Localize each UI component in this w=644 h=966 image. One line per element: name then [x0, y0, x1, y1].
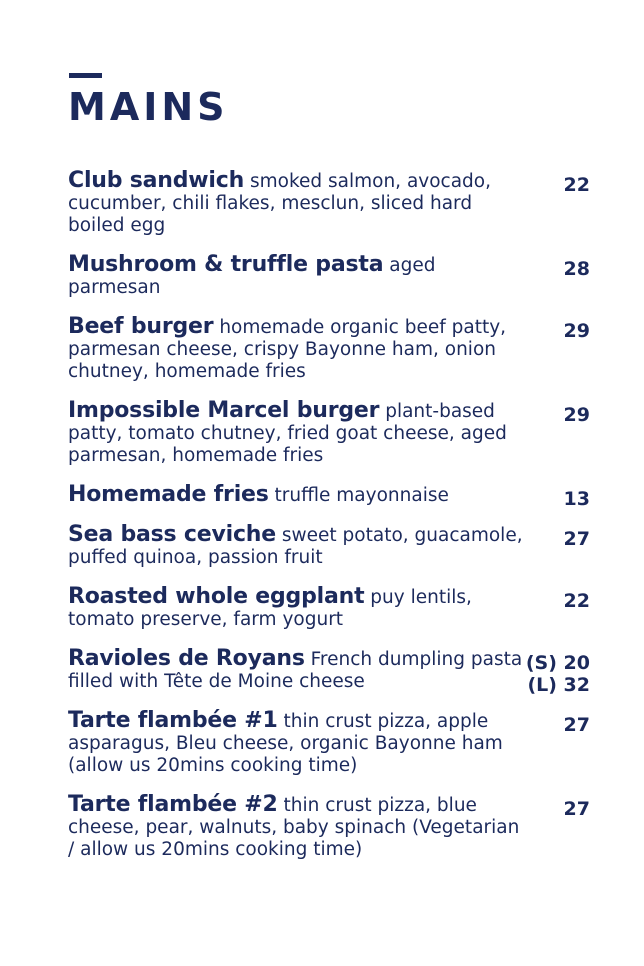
menu-item — [68, 710, 592, 777]
price-small-line — [526, 652, 590, 674]
item-price: 22 — [563, 174, 590, 196]
item-text — [68, 794, 530, 861]
item-text — [68, 586, 530, 631]
menu-item — [68, 170, 592, 237]
item-name: Homemade fries — [68, 482, 269, 507]
menu-item — [68, 316, 592, 383]
item-price: 27 — [563, 528, 590, 550]
menu-item — [68, 646, 592, 696]
item-text — [68, 524, 530, 569]
item-price: 13 — [563, 488, 590, 510]
item-text — [68, 710, 530, 777]
menu-item — [68, 586, 592, 631]
item-description: thin crust pizza, apple asparagus, Bleu cheese, organic Bayonne ham (allow us 20mins cooking time) — [68, 711, 503, 776]
menu-item — [68, 400, 592, 467]
menu-item — [68, 254, 592, 299]
item-description: truffle mayonnaise — [274, 485, 449, 506]
item-price: 27 — [563, 798, 590, 820]
item-name: Mushroom & truffle pasta — [68, 252, 384, 277]
item-name: Sea bass ceviche — [68, 522, 276, 547]
item-name: Club sandwich — [68, 168, 245, 193]
item-description: homemade organic beef patty, parmesan cheese, crispy Bayonne ham, onion chutney, homemade fries — [68, 317, 507, 382]
item-text — [68, 400, 530, 467]
item-name: Tarte flambée #1 — [68, 708, 278, 733]
item-price: 28 — [563, 258, 590, 280]
item-price: 27 — [563, 714, 590, 736]
price-large: 32 — [563, 674, 590, 696]
price-small: 20 — [563, 652, 590, 674]
menu-items-list — [68, 170, 592, 878]
item-price: 29 — [563, 320, 590, 342]
item-name: Impossible Marcel burger — [68, 398, 380, 423]
size-small-label: (S) — [525, 652, 557, 674]
item-text — [68, 648, 530, 693]
item-text — [68, 254, 530, 299]
item-description: smoked salmon, avocado, cucumber, chili flakes, mesclun, sliced hard boiled egg — [68, 171, 492, 236]
item-price: 22 — [563, 590, 590, 612]
item-name: Ravioles de Royans — [68, 646, 305, 671]
item-description: puy lentils, tomato preserve, farm yogurt — [68, 587, 472, 630]
item-text — [68, 170, 530, 237]
item-text — [68, 316, 530, 383]
price-large-line — [526, 674, 590, 696]
item-description: plant-based patty, tomato chutney, fried goat cheese, aged parmesan, homemade fries — [68, 401, 507, 466]
item-name: Tarte flambée #2 — [68, 792, 278, 817]
menu-item — [68, 482, 592, 510]
section-title: MAINS — [68, 85, 229, 129]
item-name: Beef burger — [68, 314, 214, 339]
item-name: Roasted whole eggplant — [68, 584, 365, 609]
item-price: 29 — [563, 404, 590, 426]
item-description: French dumpling pasta filled with Tête de Moine cheese — [68, 649, 523, 692]
size-large-label: (L) — [527, 674, 557, 696]
item-text — [68, 484, 530, 507]
item-description: thin crust pizza, blue cheese, pear, walnuts, baby spinach (Vegetarian / allow us 20mins cooking time) — [68, 795, 520, 860]
item-description: sweet potato, guacamole, puffed quinoa, passion fruit — [68, 525, 523, 568]
item-description: aged parmesan — [68, 255, 436, 298]
title-accent-bar — [69, 73, 102, 78]
menu-item — [68, 794, 592, 861]
menu-item — [68, 524, 592, 569]
item-price-group — [526, 652, 590, 696]
